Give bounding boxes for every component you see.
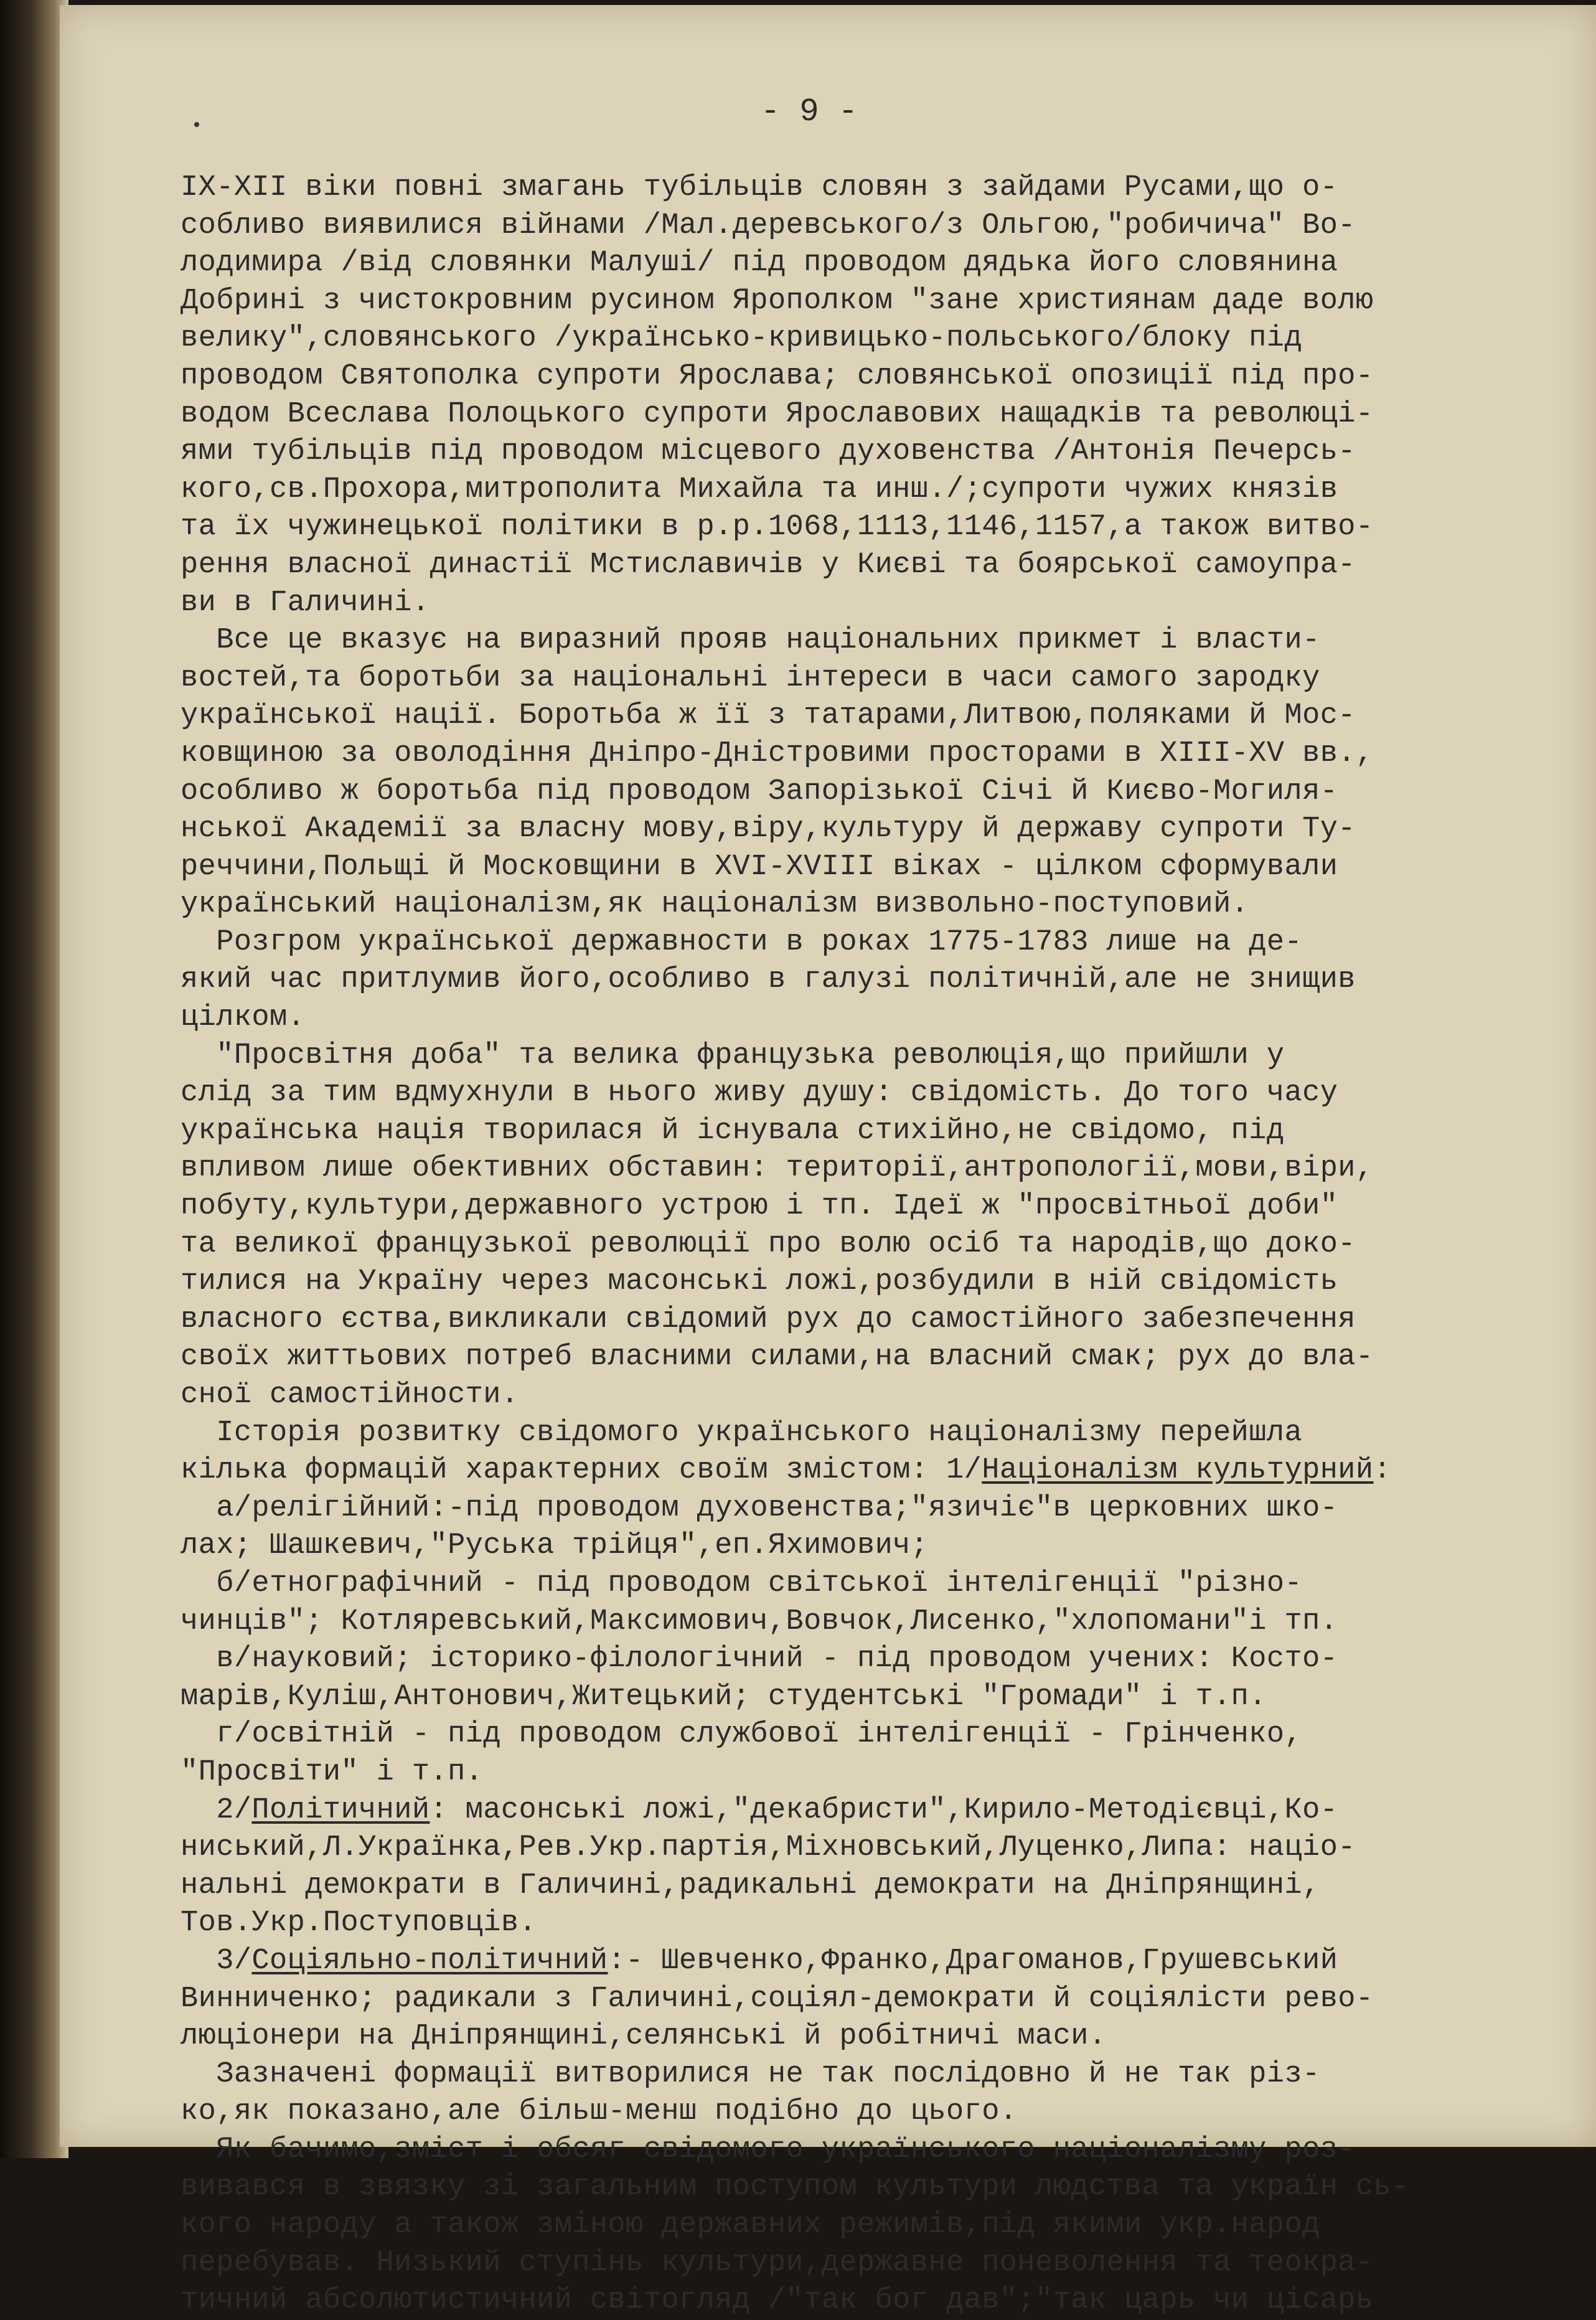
text-line [181, 1452, 1481, 1490]
document-body [181, 169, 1481, 2320]
text-line: та їх чужинецької політики в р.р.1068,1113,1146,1157,а також витво- [181, 511, 1374, 544]
text-line: який час притлумив його,особливо в галузі політичній,але не знищив [181, 963, 1356, 997]
text-line: нської Академії за власну мову,віру,культуру й державу супроти Ту- [181, 813, 1356, 846]
text-line: ковщиною за оволодіння Дніпро-Дністровими просторами в XIII-XV вв., [181, 737, 1374, 770]
text-line: лодимира /від словянки Малуші/ під проводом дядька його словянина [181, 247, 1338, 280]
text-line: своїх життьових потреб власними силами,на власний смак; рух до вла- [181, 1341, 1374, 1374]
text-line: а/релігійний:-під проводом духовенства;"язичіє"в церковних шко- [181, 1491, 1338, 1525]
text-line: Винниченко; радикали з Галичині,соціял-демократи й соціялісти рево- [181, 1982, 1374, 2016]
text-line: проводом Святополка супроти Ярослава; словянської опозиції під про- [181, 359, 1374, 393]
text-line: востей,та боротьби за національні інтереси в часи самого зародку [181, 661, 1320, 695]
text-line: власного єства,викликали свідомий рух до самостійного забезпечення [181, 1303, 1356, 1336]
text-segment: 2/ [181, 1793, 252, 1827]
page-number: - 9 - [760, 93, 858, 130]
text-line: люціонери на Дніпрянщині,селянські й робітничі маси. [181, 2020, 1107, 2054]
text-line: "Просвіти" і т.п. [181, 1755, 484, 1789]
text-line: Розгром української державности в роках 1775-1783 лише на де- [181, 925, 1303, 959]
text-line: цілком. [181, 1001, 306, 1035]
text-line: лах; Шашкевич,"Руська трійця",еп.Яхимович; [181, 1529, 929, 1563]
text-line [181, 1943, 1481, 1981]
text-line: ко,як показано,але більш-менш подібно до цього. [181, 2095, 1018, 2129]
margin-mark [194, 122, 199, 127]
underlined-heading: Політичний [251, 1793, 430, 1827]
text-line: особливо ж боротьба під проводом Запорізької Січі й Києво-Могиля- [181, 775, 1338, 808]
text-line: реччини,Польщі й Московщини в XVI-XVIII віках - цілком сформували [181, 850, 1338, 884]
text-line: б/етнографічний - під проводом світської інтелігенції "різно- [181, 1567, 1303, 1600]
text-line: Добрині з чистокровним русином Ярополком "зане християнам даде волю [181, 284, 1374, 318]
text-line: Зазначені формації витворилися не так послідовно й не так різ- [181, 2057, 1320, 2091]
text-line: сної самостійности. [181, 1379, 519, 1412]
text-line [181, 1792, 1481, 1830]
text-segment: :- Шевченко,Франко,Драгоманов,Грушевський [608, 1944, 1338, 1978]
text-segment: 3/ [181, 1944, 252, 1978]
text-line: ви в Галичині. [181, 586, 430, 620]
underlined-heading: Націоналізм культурний [982, 1454, 1374, 1488]
text-line: слід за тим вдмухнули в нього живу душу: свідомість. До того часу [181, 1077, 1338, 1110]
text-line: побуту,культури,державного устрою і тп. Ідеї ж "просвітньої доби" [181, 1190, 1338, 1224]
text-line: перебував. Низький ступінь культури,державне поневолення та теокра- [181, 2246, 1374, 2280]
text-line: рення власної династії Мстиславичів у Києві та боярської самоупра- [181, 548, 1356, 582]
text-line: української нації. Боротьба ж її з татарами,Литвою,поляками й Мос- [181, 699, 1356, 733]
text-line: в/науковий; історико-філологічний - під проводом учених: Косто- [181, 1643, 1338, 1676]
underlined-heading: Соціяльно-політичний [251, 1944, 608, 1978]
text-line: та великої французької революції про волю осіб та народів,що доко- [181, 1227, 1356, 1261]
text-line: водом Всеслава Полоцького супроти Ярославових нащадків та революці- [181, 397, 1374, 431]
text-line: вивався в звязку зі загальним поступом культури людства та україн сь- [181, 2171, 1409, 2204]
text-line: кого народу а також зміною державних режимів,під якими укр.народ [181, 2209, 1320, 2242]
text-line: марів,Куліш,Антонович,Житецький; студентські "Громади" і т.п. [181, 1680, 1267, 1714]
text-line: IX-XII віки повні змагань тубільців словян з зайдами Русами,що о- [181, 171, 1338, 204]
text-line: собливо виявилися війнами /Мал.деревського/з Ольгою,"робичича" Во- [181, 209, 1356, 242]
text-line: Історія розвитку свідомого українського націоналізму перейшла [181, 1416, 1303, 1450]
text-segment: кілька формацій характерних своїм змістом: 1/ [181, 1454, 982, 1488]
text-line: кого,св.Прохора,митрополита Михайла та инш./;супроти чужих князів [181, 473, 1338, 506]
text-segment: : [1373, 1454, 1392, 1488]
text-line: українська нація творилася й існувала стихійно,не свідомо, під [181, 1114, 1285, 1148]
book-binding-gutter [0, 0, 68, 2158]
text-line: г/освітній - під проводом службової інтелігенції - Грінченко, [181, 1718, 1303, 1752]
text-line: нальні демократи в Галичині,радикальні демократи на Дніпрянщині, [181, 1869, 1320, 1902]
text-line: Все це вказує на виразний прояв національних прикмет і власти- [181, 624, 1320, 658]
text-segment: : масонські ложі,"декабристи",Кирило-Методієвці,Ко- [430, 1793, 1338, 1827]
text-line: ями тубільців під проводом місцевого духовенства /Антонія Печерсь- [181, 435, 1356, 469]
text-line: чинців"; Котляревський,Максимович,Вовчок,Лисенко,"хлопомани"і тп. [181, 1605, 1338, 1638]
text-line: впливом лише обективних обставин: території,антропології,мови,віри, [181, 1152, 1374, 1186]
text-line: тилися на Україну через масонські ложі,розбудили в ній свідомість [181, 1265, 1338, 1299]
text-line: ниський,Л.Українка,Рев.Укр.партія,Міхновський,Луценко,Липа: націо- [181, 1831, 1356, 1865]
text-line: "Просвітня доба" та велика французька революція,що прийшли у [181, 1039, 1285, 1072]
text-line: велику",словянського /українсько-кривицько-польського/блоку під [181, 322, 1303, 356]
text-line: Тов.Укр.Поступовців. [181, 1907, 537, 1940]
text-line: український націоналізм,як націоналізм визвольно-поступовий. [181, 888, 1249, 922]
text-line: тичний абсолютистичний світогляд /"так бог дав";"так царь чи цісарь [181, 2284, 1374, 2318]
text-line: Як бачимо,зміст і обсяг свідомого українського націоналізму роз- [181, 2133, 1356, 2166]
